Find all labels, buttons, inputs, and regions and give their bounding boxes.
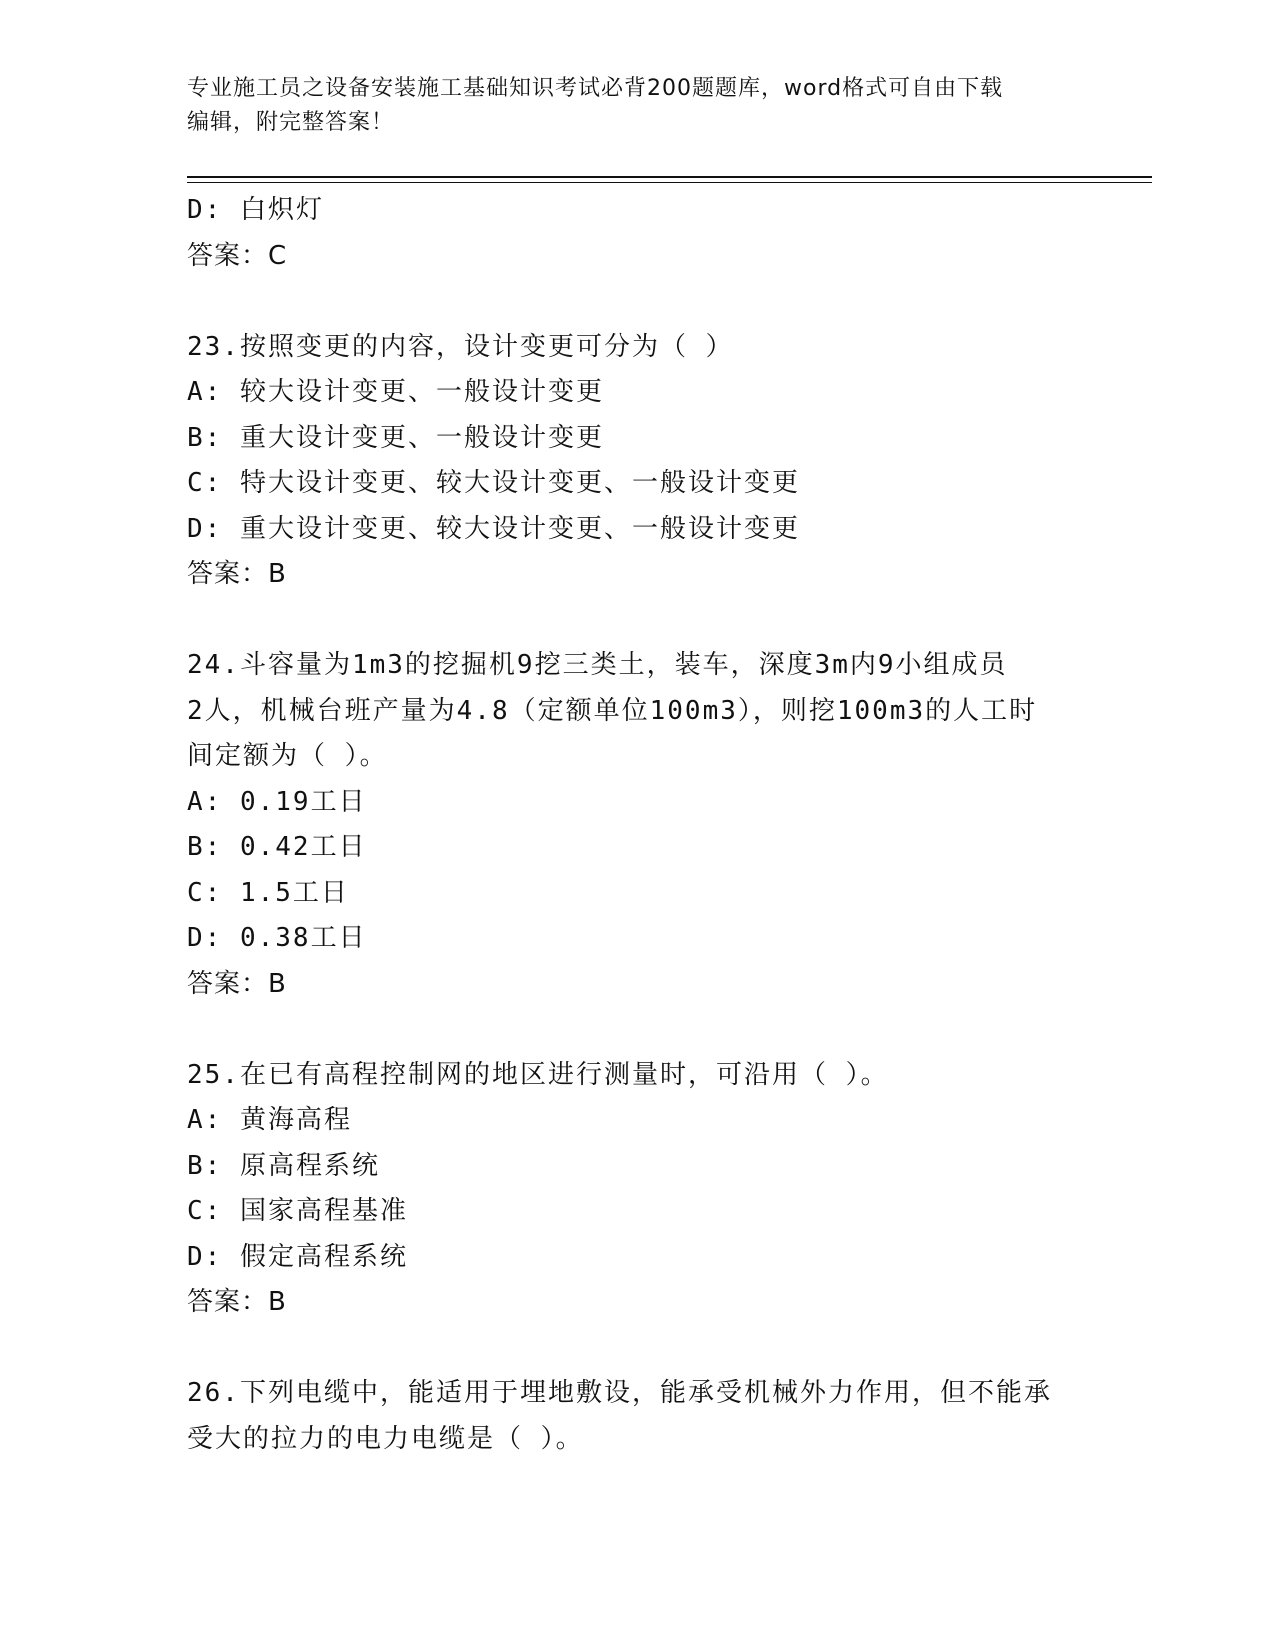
option-b: B: 原高程系统	[187, 1150, 380, 1181]
question-22-fragment	[187, 188, 1087, 279]
question-stem: 26.下列电缆中，能适用于埋地敷设，能承受机械外力作用，但不能承	[187, 1378, 1052, 1408]
question-stem: 24.斗容量为1m3的挖掘机9挖三类土，装车，深度3m内9小组成员	[187, 650, 1008, 680]
question-stem: 受大的拉力的电力电缆是（ ）。	[187, 1423, 584, 1454]
header-title-line-1: 专业施工员之设备安装施工基础知识考试必背200题题库，word格式可自由下载	[187, 76, 1004, 101]
question-content	[187, 188, 1087, 1462]
question-24	[187, 643, 1087, 1007]
question-25	[187, 1053, 1087, 1326]
question-26	[187, 1371, 1087, 1462]
header-title-line-2: 编辑，附完整答案！	[187, 110, 395, 135]
option-c: C: 1.5工日	[187, 877, 349, 908]
option-a: A: 较大设计变更、一般设计变更	[187, 377, 604, 407]
spacer	[187, 1326, 1087, 1372]
document-header	[187, 72, 1067, 140]
option-d: D: 假定高程系统	[187, 1241, 408, 1272]
question-23	[187, 325, 1087, 598]
question-stem: 间定额为（ ）。	[187, 741, 388, 771]
header-divider-thin	[187, 182, 1152, 183]
option-a: A: 0.19工日	[187, 786, 367, 817]
option-b: B: 0.42工日	[187, 832, 367, 862]
option-b: B: 重大设计变更、一般设计变更	[187, 422, 604, 453]
answer-line: 答案：B	[187, 1287, 287, 1317]
spacer	[187, 1007, 1087, 1053]
option-d: D: 0.38工日	[187, 923, 367, 953]
spacer	[187, 279, 1087, 325]
question-stem: 2人，机械台班产量为4.8（定额单位100m3），则挖100m3的人工时	[187, 695, 1038, 726]
option-c: C: 国家高程基准	[187, 1196, 408, 1226]
option-c: C: 特大设计变更、较大设计变更、一般设计变更	[187, 468, 800, 498]
answer-line: 答案：B	[187, 559, 287, 589]
question-stem: 23.按照变更的内容，设计变更可分为（ ）	[187, 331, 734, 362]
answer-line: 答案：B	[187, 968, 287, 999]
option-d: D: 白炽灯	[187, 195, 324, 225]
answer-line: 答案：C	[187, 240, 288, 271]
option-a: A: 黄海高程	[187, 1105, 352, 1135]
option-d: D: 重大设计变更、较大设计变更、一般设计变更	[187, 513, 800, 544]
header-divider-thick	[187, 176, 1152, 178]
spacer	[187, 598, 1087, 644]
question-stem: 25.在已有高程控制网的地区进行测量时，可沿用（ ）。	[187, 1059, 889, 1090]
